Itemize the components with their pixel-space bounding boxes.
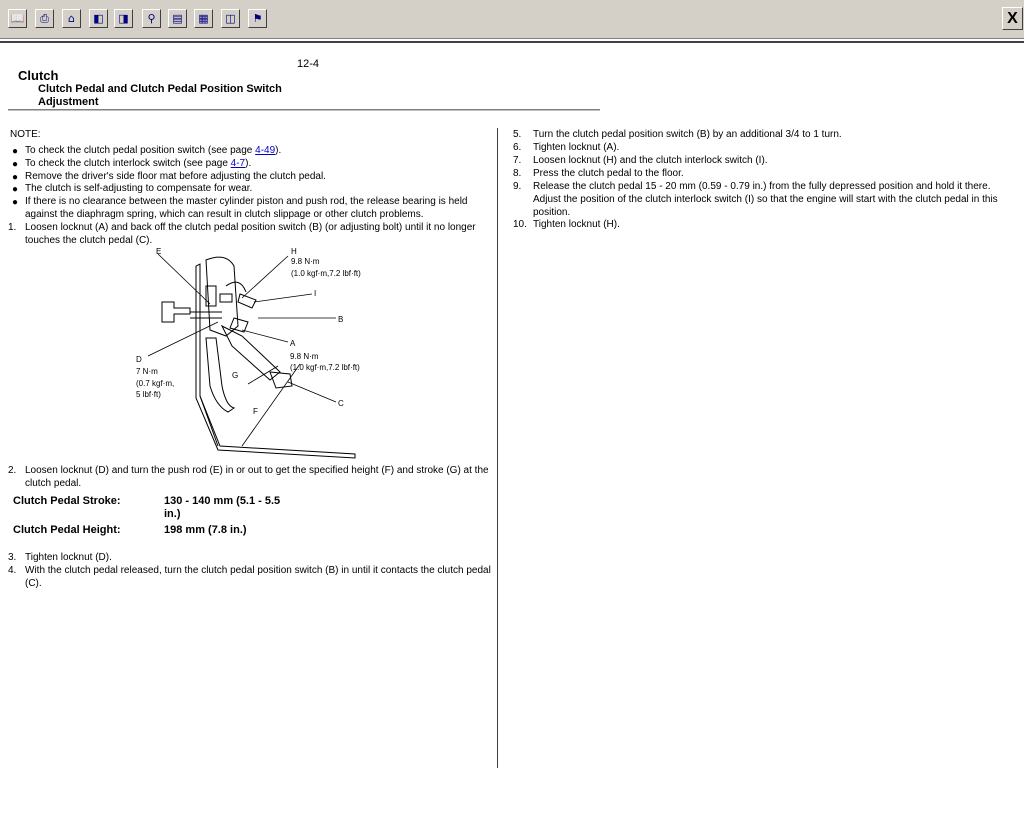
step-text: Press the clutch pedal to the floor. [533,168,684,179]
step-number: 3. [8,552,17,563]
spec-value: 198 mm (7.8 in.) [164,524,247,536]
bullet-dot: ● [12,159,19,170]
clutch-pedal-diagram [130,246,380,462]
step-number: 5. [513,129,522,140]
note-text: To check the clutch interlock switch (see page [25,158,231,169]
step-number: 10. [513,219,527,230]
step-text: Loosen locknut (H) and the clutch interlock switch (I). [533,155,768,166]
note-item [25,145,495,158]
callout-A-torque: 9.8 N·m [290,352,319,361]
step-text: Loosen locknut (D) and turn the push rod (E) in or out to get the specified height (F) and stroke (G) at the clutch pedal. [25,465,489,489]
page-subtitle: Clutch Pedal and Clutch Pedal Position Switch Adjustment [38,83,282,108]
step-number: 2. [8,465,17,476]
bookmark-icon[interactable]: ▤ [168,9,187,28]
step-text: Tighten locknut (A). [533,142,620,153]
page-link[interactable]: 4-7 [230,158,246,169]
page-link[interactable]: 4-49 [255,145,276,156]
bullet-dot: ● [12,172,19,183]
open-book-icon[interactable]: 📖 [8,9,27,28]
step-text: Release the clutch pedal 15 - 20 mm (0.59 - 0.79 in.) from the fully depressed position and hold it there. Adjust the position of the clutch interlock switch (I) so that the engine will start with the clutch pedal in this position. [533,181,998,218]
toolbar [0,0,1024,39]
preview-icon[interactable]: ◫ [221,9,240,28]
callout-I: I [314,289,317,298]
callout-D-torque-lbf: 5 lbf·ft) [136,390,161,399]
home-icon[interactable]: ⌂ [62,9,81,28]
callout-D-torque: 7 N·m [136,367,158,376]
page-number: 12-4 [297,58,320,70]
callout-H-torque-alt: (1.0 kgf·m,7.2 lbf·ft) [291,269,361,278]
callout-F: F [253,407,258,416]
callout-D: D [136,355,142,364]
page-title: Clutch [18,68,59,83]
callout-A-torque-alt: (1.0 kgf·m,7.2 lbf·ft) [290,363,360,372]
note-label: NOTE: [10,129,41,140]
print-icon[interactable]: ⎙ [35,9,54,28]
step-text: Tighten locknut (H). [533,219,620,230]
step-text: Turn the clutch pedal position switch (B) by an additional 3/4 to 1 turn. [533,129,842,140]
note-item: Remove the driver's side floor mat before adjusting the clutch pedal. [25,171,326,182]
note-text: ). [245,158,252,169]
find-icon[interactable]: ⚲ [142,9,161,28]
callout-B: B [338,315,344,324]
back-page-icon[interactable]: ◧ [89,9,108,28]
step-text: Tighten locknut (D). [25,552,112,563]
note-item: If there is no clearance between the master cylinder piston and push rod, the release bearing is held against the diaphragm spring, which can result in clutch slippage or other clutch problems. [25,196,468,220]
bullet-dot: ● [12,184,19,195]
spec-value: 130 - 140 mm (5.1 - 5.5 in.) [164,495,281,520]
spec-label: Clutch Pedal Stroke: [13,495,121,507]
step-number: 6. [513,142,522,153]
step-text: Loosen locknut (A) and back off the clutch pedal position switch (B) (or adjusting bolt) until it no longer touches the clutch pedal (C). [25,222,476,246]
step-text: With the clutch pedal released, turn the clutch pedal position switch (B) in until it contacts the clutch pedal (C). [25,565,491,589]
step-number: 9. [513,181,522,192]
column-divider [497,128,498,768]
bullet-dot: ● [12,146,19,157]
callout-D-torque-kgf: (0.7 kgf·m, [136,379,175,388]
spec-label: Clutch Pedal Height: [13,524,121,536]
callout-A: A [290,339,296,348]
note-text: ). [275,145,282,156]
callout-H-torque: 9.8 N·m [291,257,320,266]
bullet-dot: ● [12,197,19,208]
callout-C: C [338,399,344,408]
step-number: 7. [513,155,522,166]
step-number: 8. [513,168,522,179]
note-item [25,158,495,171]
note-text: To check the clutch pedal position switch (see page [25,145,256,156]
callout-E: E [156,247,162,256]
step-number: 4. [8,565,17,576]
callout-G: G [232,371,239,380]
toolbar-divider [0,41,1024,43]
search-next-icon[interactable]: ⚑ [248,9,267,28]
step-number: 1. [8,222,17,233]
note-item: The clutch is self-adjusting to compensate for wear. [25,183,253,194]
close-button[interactable]: X [1002,7,1023,30]
print-setup-icon[interactable]: ▦ [194,9,213,28]
callout-H: H [291,247,297,256]
header-divider [8,109,600,111]
next-page-icon[interactable]: ◨ [114,9,133,28]
